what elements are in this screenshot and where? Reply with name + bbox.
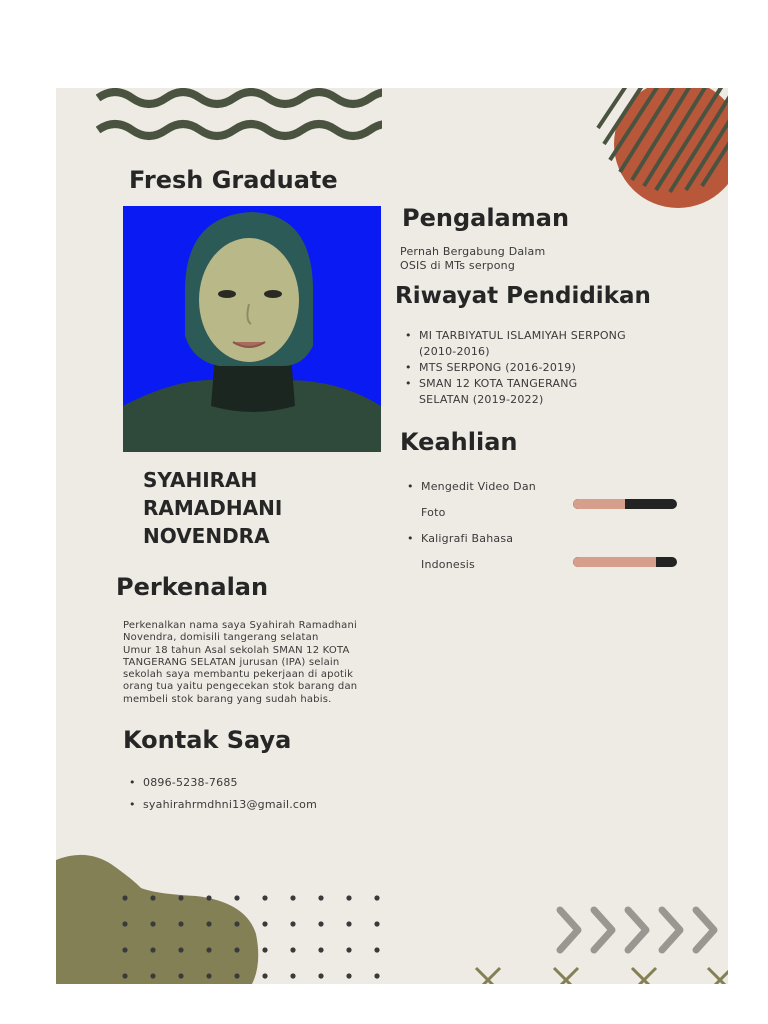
skill-2-progress-fill xyxy=(573,557,656,567)
pendidikan-heading: Riwayat Pendidikan xyxy=(395,283,651,309)
portrait-illustration-icon xyxy=(123,206,381,452)
perkenalan-line-3: Umur 18 tahun Asal sekolah SMAN 12 KOTA xyxy=(123,644,350,656)
pengalaman-heading: Pengalaman xyxy=(402,204,570,232)
perkenalan-line-2: Novendra, domisili tangerang selatan xyxy=(123,632,319,644)
pengalaman-line-2: OSIS di MTs serpong xyxy=(400,259,516,272)
list-item xyxy=(403,526,583,578)
kontak-list xyxy=(125,772,317,816)
perkenalan-text xyxy=(123,620,357,706)
skill-2-progress-bar xyxy=(573,557,677,567)
skill-1-line-2: Foto xyxy=(421,506,446,519)
pendidikan-item-1-line-2: (2010-2016) xyxy=(419,345,490,358)
perkenalan-line-1: Perkenalkan nama saya Syahirah Ramadhani xyxy=(123,620,358,631)
perkenalan-line-4: TANGERANG SELATAN jurusan (IPA) selain xyxy=(123,656,340,668)
list-item xyxy=(125,794,317,816)
profile-photo xyxy=(123,206,381,452)
skill-2-line-2: Indonesis xyxy=(421,558,475,571)
full-name xyxy=(143,466,282,550)
cross-marks-decoration-icon xyxy=(472,964,728,984)
perkenalan-heading: Perkenalan xyxy=(116,573,269,601)
perkenalan-line-6: orang tua yaitu pengecekan stok barang dan xyxy=(123,681,358,693)
perkenalan-line-7: membeli stok barang yang sudah habis. xyxy=(123,693,332,705)
pengalaman-text xyxy=(400,245,545,273)
keahlian-list xyxy=(403,474,583,578)
skill-1-progress-fill xyxy=(573,499,625,509)
list-item xyxy=(401,360,681,376)
wave-decoration-icon xyxy=(96,88,382,146)
striped-circle-decoration-icon xyxy=(596,88,728,210)
list-item xyxy=(125,772,317,794)
resume-page xyxy=(56,88,728,984)
pendidikan-item-1-line-1: • MI TARBIYATUL ISLAMIYAH SERPONG xyxy=(419,329,626,342)
name-line-1: SYAHIRAH xyxy=(143,468,258,492)
pendidikan-item-3-line-2: SELATAN (2019-2022) xyxy=(419,393,544,406)
pendidikan-item-3-line-1: • SMAN 12 KOTA TANGERANG xyxy=(419,377,578,390)
skill-1-line-1: • Mengedit Video Dan xyxy=(421,480,536,493)
pengalaman-line-1: Pernah Bergabung Dalam xyxy=(400,245,546,258)
perkenalan-line-5: sekolah saya membantu pekerjaan di apotik xyxy=(123,669,354,681)
keahlian-heading: Keahlian xyxy=(400,428,518,456)
pendidikan-item-2-line-1: • MTS SERPONG (2016-2019) xyxy=(419,361,576,374)
phone-number[interactable]: 0896-5238-7685 xyxy=(143,776,238,789)
dot-grid-decoration-icon xyxy=(118,892,388,984)
email-address[interactable]: syahirahrmdhni13@gmail.com xyxy=(143,798,318,811)
list-item xyxy=(401,328,681,360)
pendidikan-list xyxy=(401,328,681,408)
list-item xyxy=(403,474,583,526)
name-line-2: RAMADHANI xyxy=(143,496,283,520)
list-item xyxy=(401,376,681,408)
skill-2-line-1: • Kaligrafi Bahasa xyxy=(421,532,514,545)
name-line-3: NOVENDRA xyxy=(143,524,270,548)
subtitle-heading: Fresh Graduate xyxy=(129,166,338,194)
kontak-heading: Kontak Saya xyxy=(123,726,292,754)
chevrons-decoration-icon xyxy=(554,904,728,960)
skill-1-progress-bar xyxy=(573,499,677,509)
